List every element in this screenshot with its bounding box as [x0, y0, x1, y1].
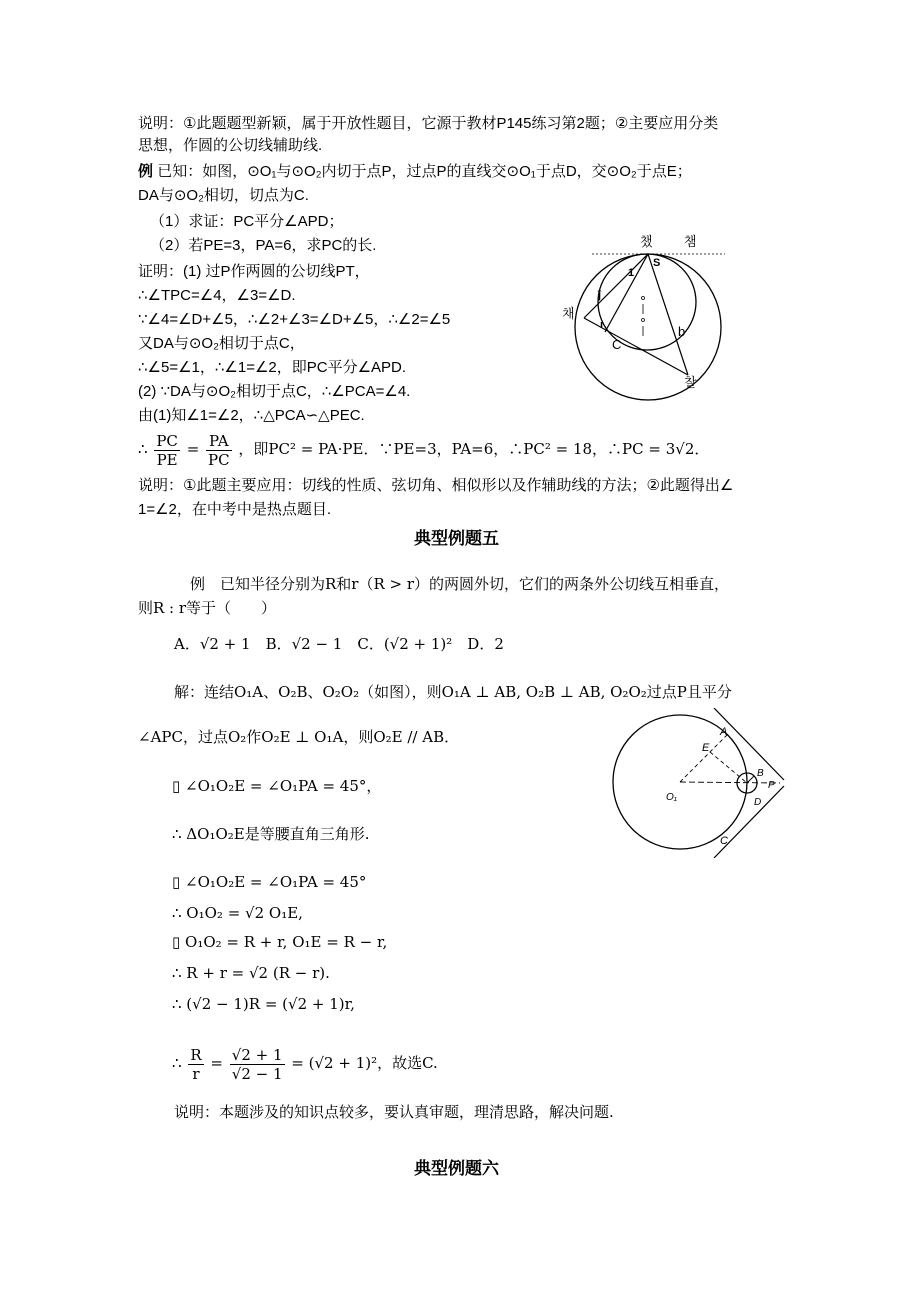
- fraction-denominator: PE: [156, 450, 178, 469]
- answer-choices: A．√2 + 1 B．√2 − 1 C．(√2 + 1)² D．2: [174, 635, 504, 653]
- figure-1-label: C: [612, 337, 622, 352]
- figure-1-label: 챔: [684, 234, 697, 249]
- proof-line: ∵∠4=∠D+∠5，∴∠2+∠3=∠D+∠5，∴∠2=∠5: [138, 311, 451, 328]
- fraction-numerator: PA: [206, 432, 232, 451]
- example-line-2: DA与⊙O₂相切，切点为C.: [138, 187, 309, 204]
- figure-1-label: b: [678, 324, 686, 339]
- note-1-cont: 思想，作圆的公切线辅助线.: [138, 137, 323, 154]
- figure-1-label: S: [653, 257, 661, 269]
- example-label: 例: [138, 163, 154, 180]
- section-5-note: 说明：本题涉及的知识点较多，要认真审题，理清思路，解决问题.: [174, 1103, 614, 1121]
- question-2: （2）若PE=3，PA=6，求PC的长.: [150, 237, 377, 254]
- section-5-title: 典型例题五: [414, 529, 499, 549]
- fraction-numerator: R: [190, 1045, 202, 1064]
- final-tail: = (√2 + 1)²，故选C.: [291, 1054, 438, 1072]
- figure-2-external-tangents: [606, 708, 786, 858]
- fraction-numerator: PC: [156, 431, 178, 450]
- figure-1-label: 채: [562, 306, 575, 321]
- final-prefix: ∴: [172, 1054, 182, 1072]
- fraction-denominator: √2 − 1: [231, 1064, 283, 1083]
- solution-step: ∴ (√2 − 1)R = (√2 + 1)r,: [172, 995, 355, 1013]
- ratio-line: ∴ $\frac{PC}{PE}$ = $\frac{PA}{PC}$ ，即PC² = PA·PE．∵PE=3，PA=6，∴PC² = 18，∴PC = 3√2．: [138, 431, 710, 469]
- figure-2-label: O₁: [666, 792, 677, 803]
- figure-2-label: P: [768, 780, 775, 791]
- proof-line: (2) ∵DA与⊙O₂相切于点C，∴∠PCA=∠4.: [138, 383, 411, 400]
- final-fraction-1: [188, 1046, 203, 1083]
- figure-2-label: A: [720, 726, 728, 738]
- figure-1-label: ĵ: [598, 289, 602, 301]
- proof-line: 证明：(1) 过P作两圆的公切线PT，: [138, 263, 370, 280]
- solution-step: ∴ ΔO₁O₂E是等腰直角三角形.: [172, 825, 370, 843]
- figure-1-label: 찰: [684, 375, 697, 390]
- problem-line-2: 则R : r等于（ ）: [138, 599, 277, 617]
- figure-2-label: C: [720, 835, 728, 847]
- figure-2-label: D: [754, 797, 762, 808]
- figure-2-label: B: [757, 768, 764, 779]
- figure-1-label: 챘: [640, 234, 653, 249]
- fraction-denominator: r: [192, 1064, 200, 1083]
- solution-step: ∴ R + r = √2 (R − r).: [172, 964, 330, 982]
- fraction-numerator: √2 + 1: [231, 1045, 283, 1064]
- figure-2-label: E: [702, 742, 710, 754]
- ratio-prefix: ∴: [138, 440, 148, 458]
- question-1: （1）求证：PC平分∠APD；: [150, 213, 344, 230]
- solution-step: ∴ O₁O₂ = √2 O₁E,: [172, 904, 303, 922]
- ratio-tail: ，即PC² = PA·PE．∵PE=3，PA=6，∴PC² = 18，∴PC = 3√2．: [238, 440, 710, 458]
- final-fraction-2: [230, 1046, 285, 1083]
- figure-1-label: 1: [628, 267, 635, 279]
- proof-line: 又DA与⊙O₂相切于点C，: [138, 335, 305, 352]
- solution-step: ▯ ∠O₁O₂E = ∠O₁PA = 45°，: [172, 777, 382, 795]
- solution-line-2: ∠APC，过点O₂作O₂E ⊥ O₁A，则O₂E // AB．: [138, 728, 460, 746]
- fraction-denominator: PC: [208, 450, 230, 469]
- ratio-fraction-right: [206, 432, 232, 469]
- problem-line-1: 例 已知半径分别为R和r（R > r）的两圆外切，它们的两条外公切线互相垂直，: [190, 575, 730, 593]
- section-6-title: 典型例题六: [414, 1159, 499, 1179]
- note-1: 说明：①此题题型新颖，属于开放性题目，它源于教材P145练习第2题；②主要应用分类: [138, 115, 719, 132]
- proof-line: 由(1)知∠1=∠2，∴△PCA∽△PEC.: [138, 407, 365, 424]
- solution-line-1: 解：连结O₁A、O₂B、O₂O₂（如图），则O₁A ⊥ AB, O₂B ⊥ AB, O₂O₂过点P且平分: [174, 683, 732, 701]
- final-result: ∴ $\frac{R}{r}$ = $\frac{√2 + 1}{√2 - 1}$ = (√2 + 1)²，故选C.: [172, 1045, 438, 1083]
- proof-line: ∴∠5=∠1，∴∠1=∠2，即PC平分∠APD.: [138, 359, 407, 376]
- solution-step: ▯ ∠O₁O₂E = ∠O₁PA = 45°: [172, 873, 367, 891]
- note-2-cont: 1=∠2，在中考中是热点题目.: [138, 501, 332, 518]
- note-2: 说明：①此题主要应用：切线的性质、弦切角、相似形以及作辅助线的方法；②此题得出∠: [138, 477, 734, 494]
- solution-step: ▯ O₁O₂ = R + r, O₁E = R − r,: [172, 933, 388, 951]
- example-line-1: [138, 162, 692, 182]
- example-text-1: 已知：如图，⊙O₁与⊙O₂内切于点P，过点P的直线交⊙O₁于点D，交⊙O₂于点E；: [157, 163, 692, 180]
- ratio-fraction-left: [154, 432, 180, 469]
- figure-1-tangent-circles: [560, 232, 735, 410]
- proof-line: ∴∠TPC=∠4，∠3=∠D.: [138, 287, 296, 304]
- figure-1-label: ı: [600, 319, 604, 331]
